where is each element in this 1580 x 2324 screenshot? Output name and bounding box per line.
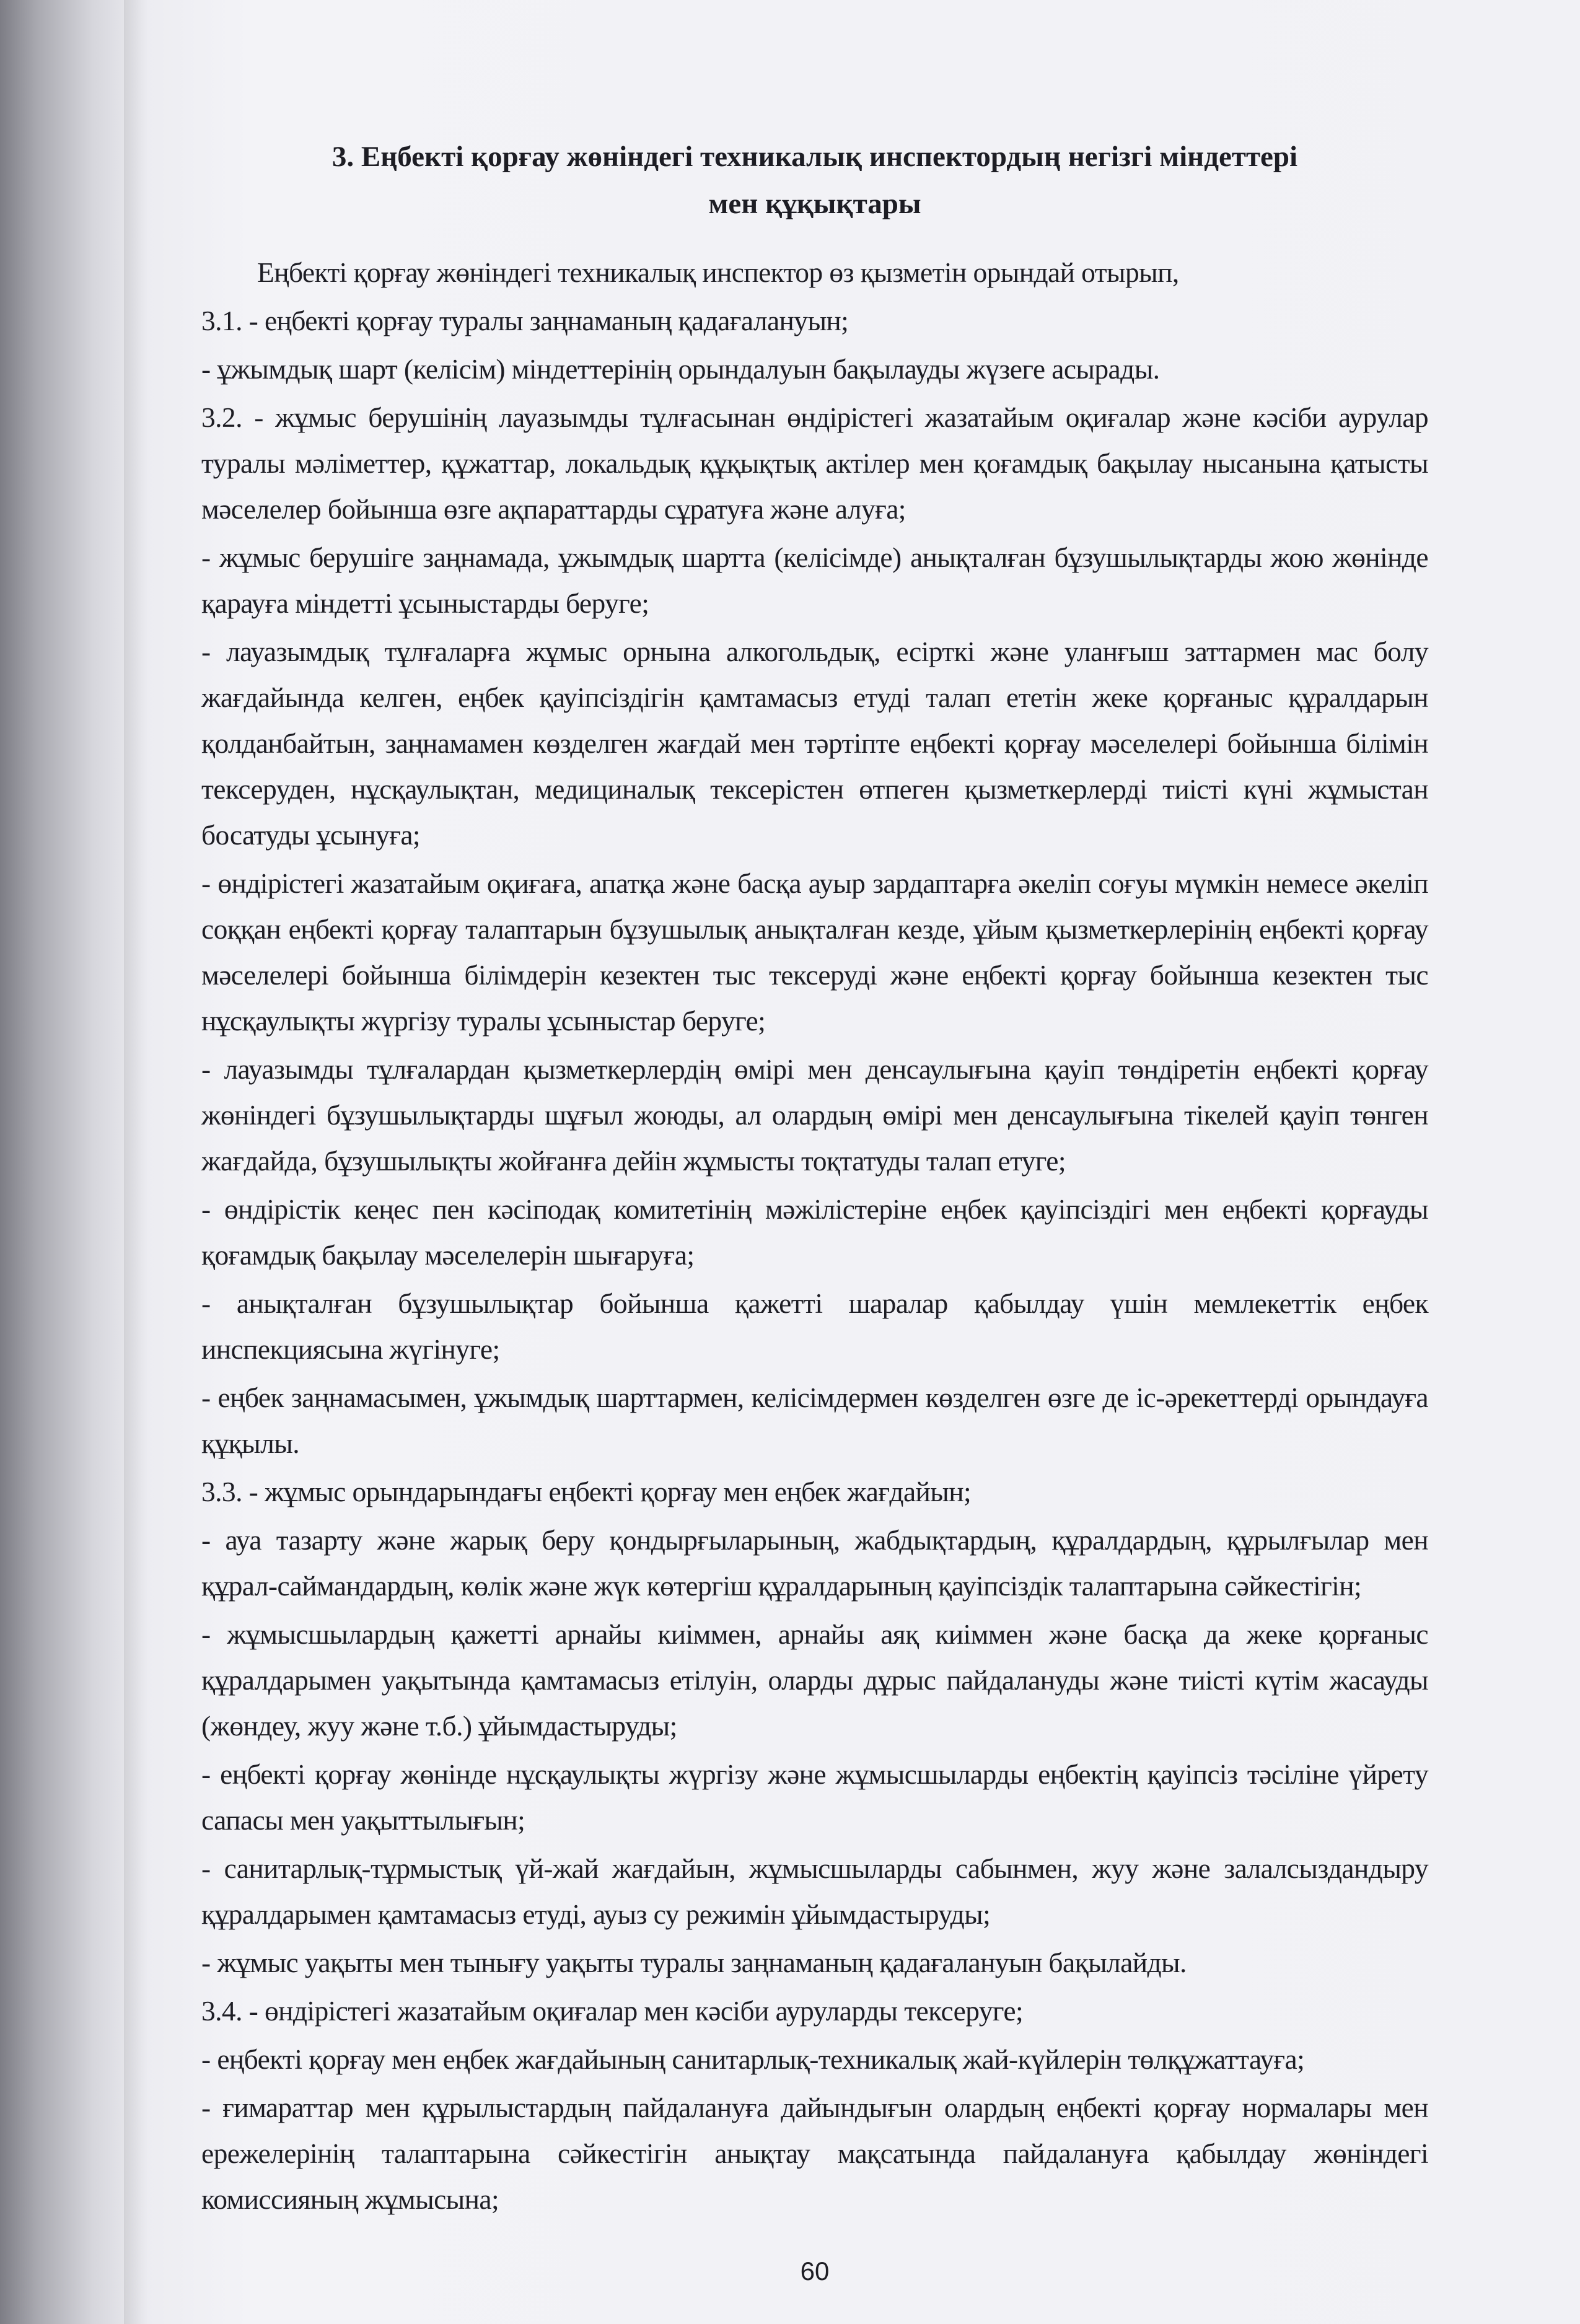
paragraph: - еңбекті қорғау мен еңбек жағдайының санитарлық-техникалық жай-күйлерін төлқұжаттауға;	[201, 2043, 1305, 2075]
page-number: 60	[800, 2256, 830, 2286]
paragraph: - еңбек заңнамасымен, ұжымдық шарттармен, келісімдермен көзделген өзге де іс-әрекеттерді орындауға құқылы.	[201, 1382, 1428, 1459]
paragraph: - жұмыс берушіге заңнамада, ұжымдық шартта (келісімде) анықталған бұзушылықтарды жою жөнінде қарауға міндетті ұсыныстарды беруге;	[201, 542, 1428, 619]
binding-shadow	[124, 0, 149, 2324]
paragraph: - өндірістік кеңес пен кәсіподақ комитетінің мәжілістеріне еңбек қауіпсіздігі мен еңбекті қорғауды қоғамдық бақылау мәселелерін шығаруға;	[201, 1193, 1428, 1271]
paragraph: 3.3. - жұмыс орындарындағы еңбекті қорғау мен еңбек жағдайын;	[201, 1476, 972, 1507]
document-body	[201, 250, 1428, 2225]
paragraph: - ауа тазарту және жарық беру қондырғыларының, жабдықтардың, құралдардың, құрылғылар мен құрал-саймандардың, көлік және жүк көтергіш құралдарының қауіпсіздік талаптарына сәйкестігін;	[201, 1524, 1428, 1602]
paragraph: 3.2. - жұмыс берушінің лауазымды тұлғасынан өндірістегі жазатайым оқиғалар және кәсіби аурулар туралы мәліметтер, құжаттар, локальдық құқықтық актілер мен қоғамдық бақылау нысанына қатысты мәселелер бойынша өзге ақпараттарды сұратуға және алуға;	[201, 401, 1428, 525]
paragraph: - лауазымдық тұлғаларға жұмыс орнына алкогольдық, есірткі және уланғыш заттармен мас болу жағдайында келген, еңбек қауіпсіздігін қамтамасыз етуді талап ететін жеке қорғаныс құралдарын қолданбайтын, заңнамамен көзделген жағдай мен тәртіпте еңбекті қорғау мәселелері бойынша білімін тексеруден, нұсқаулықтан, медициналық тексерістен өтпеген қызметкерлерді тиісті күні жұмыстан босатуды ұсынуға;	[201, 636, 1428, 851]
paragraph: 3.4. - өндірістегі жазатайым оқиғалар мен кәсіби ауруларды тексеруге;	[201, 1995, 1024, 2027]
section-title-line-2: мен құқықтары	[708, 188, 921, 220]
intro-paragraph: Еңбекті қорғау жөніндегі техникалық инспектор өз қызметін орындай отырып,	[257, 257, 1179, 288]
paragraph: - өндірістегі жазатайым оқиғаға, апатқа және басқа ауыр зардаптарға әкеліп соғуы мүмкін немесе әкеліп соққан еңбекті қорғау талаптарын бұзушылық анықталған кезде, ұйым қызметкерлерінің еңбекті қорғау мәселелері бойынша білімдерін кезектен тыс тексеруді және еңбекті қорғау бойынша кезектен тыс нұсқаулықты жүргізу туралы ұсыныстар беруге;	[201, 867, 1428, 1037]
paragraph: - санитарлық-тұрмыстық үй-жай жағдайын, жұмысшыларды сабынмен, жуу және залалсыздандыру құралдарымен қамтамасыз етуді, ауыз су режимін ұйымдастыруды;	[201, 1853, 1428, 1930]
section-title-line-1: 3. Еңбекті қорғау жөніндегі техникалық инспектордың негізгі міндеттері	[331, 141, 1298, 173]
paragraph: - ұжымдық шарт (келісім) міндеттерінің орындалуын бақылауды жүзеге асырады.	[201, 353, 1160, 385]
paragraph: - жұмысшылардың қажетті арнайы киіммен, арнайы аяқ киіммен және басқа да жеке қорғаныс құралдарымен уақытында қамтамасыз етілуін, оларды дұрыс пайдалануды және тиісті күтім жасауды (жөндеу, жуу және т.б.) ұйымдастыруды;	[201, 1618, 1428, 1742]
paragraph: 3.1. - еңбекті қорғау туралы заңнаманың қадағалануын;	[201, 305, 849, 336]
paragraph: - лауазымды тұлғалардан қызметкерлердің өмірі мен денсаулығына қауіп төндіретін еңбекті қорғау жөніндегі бұзушылықтарды шұғыл жоюды, ал олардың өмірі мен денсаулығына тікелей қауіп төнген жағдайда, бұзушылықты жойғанға дейін жұмысты тоқтатуды талап етуге;	[201, 1053, 1428, 1177]
paragraph: - ғимараттар мен құрылыстардың пайдалануға дайындығын олардың еңбекті қорғау нормалары мен ережелерінің талаптарына сәйкестігін анықтау мақсатында пайдалануға қабылдау жөніндегі комиссияның жұмысына;	[201, 2092, 1428, 2215]
paragraph: - еңбекті қорғау жөнінде нұсқаулықты жүргізу және жұмысшыларды еңбектің қауіпсіз тәсіліне үйрету сапасы мен уақыттылығын;	[201, 1758, 1428, 1836]
section-title	[201, 133, 1428, 227]
paragraph: - жұмыс уақыты мен тынығу уақыты туралы заңнаманың қадағалануын бақылайды.	[201, 1947, 1187, 1978]
document-page	[201, 0, 1428, 2324]
paragraph: - анықталған бұзушылықтар бойынша қажетті шаралар қабылдау үшін мемлекеттік еңбек инспекциясына жүгінуге;	[201, 1287, 1428, 1365]
